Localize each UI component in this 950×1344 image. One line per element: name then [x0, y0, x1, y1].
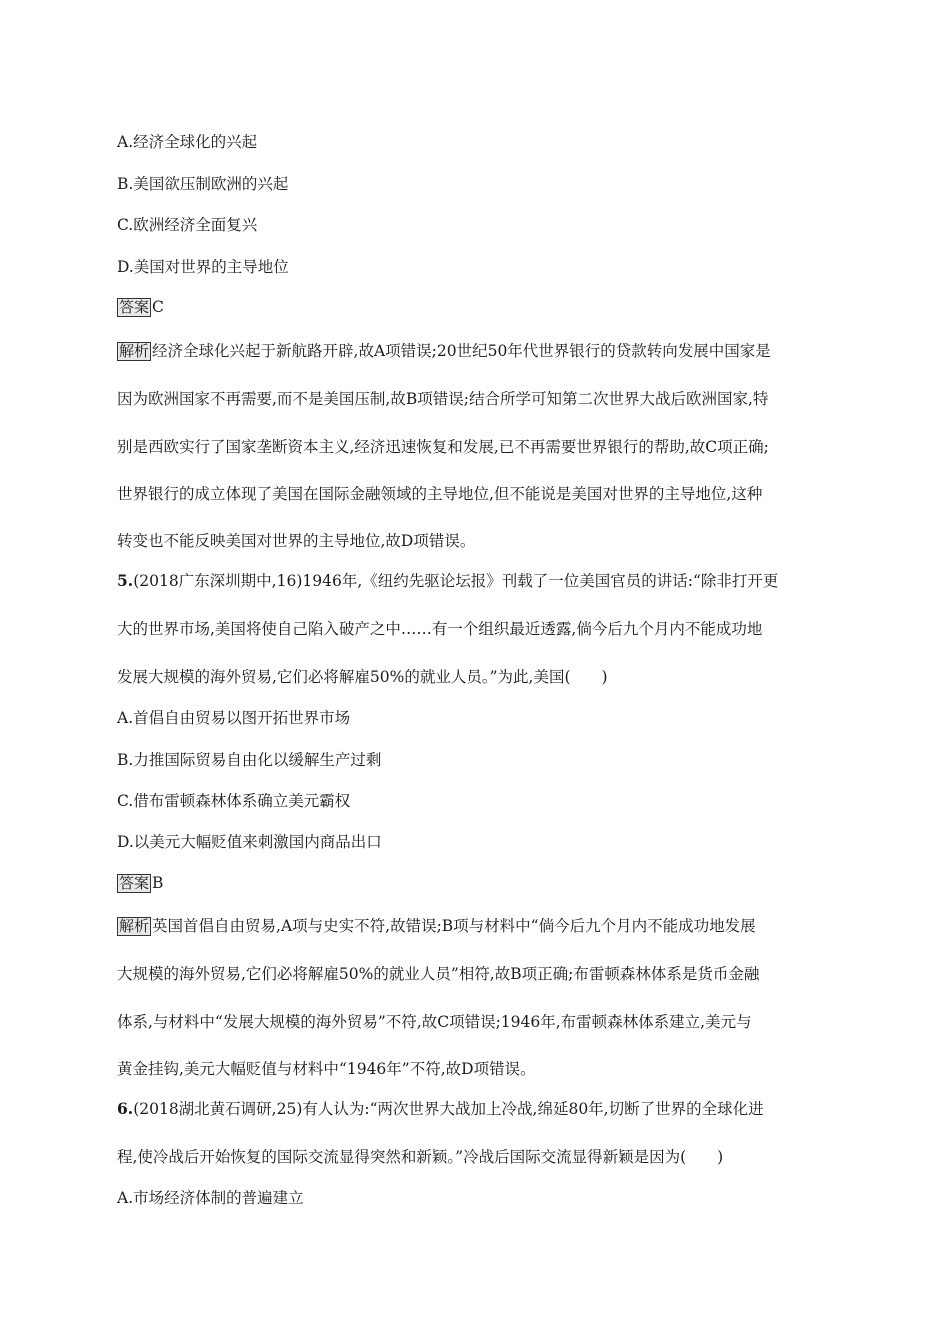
q4-option-a: A.经济全球化的兴起 [117, 133, 258, 151]
q4-option-b: B.美国欲压制欧洲的兴起 [117, 175, 289, 193]
q5-option-a: A.首倡自由贸易以图开拓世界市场 [117, 709, 351, 727]
question-number: 5. [117, 571, 134, 590]
question-number: 6. [117, 1099, 134, 1118]
q4-analysis-line: 转变也不能反映美国对世界的主导地位,故D项错误。 [117, 532, 476, 550]
analysis-tag: 解析 [119, 342, 150, 360]
answer-value: C [152, 298, 164, 316]
q5-analysis-line: 黄金挂钩,美元大幅贬值与材料中“1946年”不符,故D项错误。 [117, 1060, 536, 1078]
analysis-tag: 解析 [119, 917, 150, 935]
q4-answer [117, 297, 164, 317]
q5-option-d: D.以美元大幅贬值来刺激国内商品出口 [117, 833, 382, 851]
q4-analysis-line: 因为欧洲国家不再需要,而不是美国压制,故B项错误;结合所学可知第二次世界大战后欧洲国家,特 [117, 390, 769, 408]
q5-analysis-line: 大规模的海外贸易,它们必将解雇50%的就业人员”相符,故B项正确;布雷顿森林体系是货币金融 [117, 965, 760, 983]
q6-stem-line: 程,使冷战后开始恢复的国际交流显得突然和新颖。”冷战后国际交流显得新颖是因为( ) [117, 1148, 724, 1166]
q5-stem-line: 5.(2018广东深圳期中,16)1946年,《纽约先驱论坛报》刊载了一位美国官员的讲话:“除非打开更 [117, 571, 779, 590]
q5-stem-line: 发展大规模的海外贸易,它们必将解雇50%的就业人员。”为此,美国( ) [117, 668, 608, 686]
q4-analysis-line: 别是西欧实行了国家垄断资本主义,经济迅速恢复和发展,已不再需要世界银行的帮助,故C项正确; [117, 438, 769, 456]
answer-tag: 答案 [119, 298, 150, 316]
q4-analysis-line: 世界银行的成立体现了美国在国际金融领域的主导地位,但不能说是美国对世界的主导地位,这种 [117, 485, 763, 503]
q4-analysis-line: 解析 经济全球化兴起于新航路开辟,故A项错误;20世纪50年代世界银行的贷款转向发展中国家是 [119, 342, 771, 360]
q5-answer [117, 873, 163, 893]
q5-stem-line: 大的世界市场,美国将使自己陷入破产之中……有一个组织最近透露,倘今后九个月内不能成功地 [117, 620, 763, 638]
answer-value: B [152, 874, 164, 892]
q6-stem-line: 6.(2018湖北黄石调研,25)有人认为:“两次世界大战加上冷战,绵延80年,切断了世界的全球化进 [117, 1099, 764, 1118]
q4-option-d: D.美国对世界的主导地位 [117, 258, 289, 276]
q5-option-c: C.借布雷顿森林体系确立美元霸权 [117, 792, 351, 810]
answer-tag: 答案 [119, 874, 150, 892]
q6-option-a: A.市场经济体制的普遍建立 [117, 1189, 304, 1207]
q4-option-c: C.欧洲经济全面复兴 [117, 216, 258, 234]
q5-analysis-line: 解析 英国首倡自由贸易,A项与史实不符,故错误;B项与材料中“倘今后九个月内不能成功地发展 [119, 917, 756, 935]
q5-analysis-line: 体系,与材料中“发展大规模的海外贸易”不符,故C项错误;1946年,布雷顿森林体系建立,美元与 [117, 1013, 752, 1031]
q5-option-b: B.力推国际贸易自由化以缓解生产过剩 [117, 751, 382, 769]
